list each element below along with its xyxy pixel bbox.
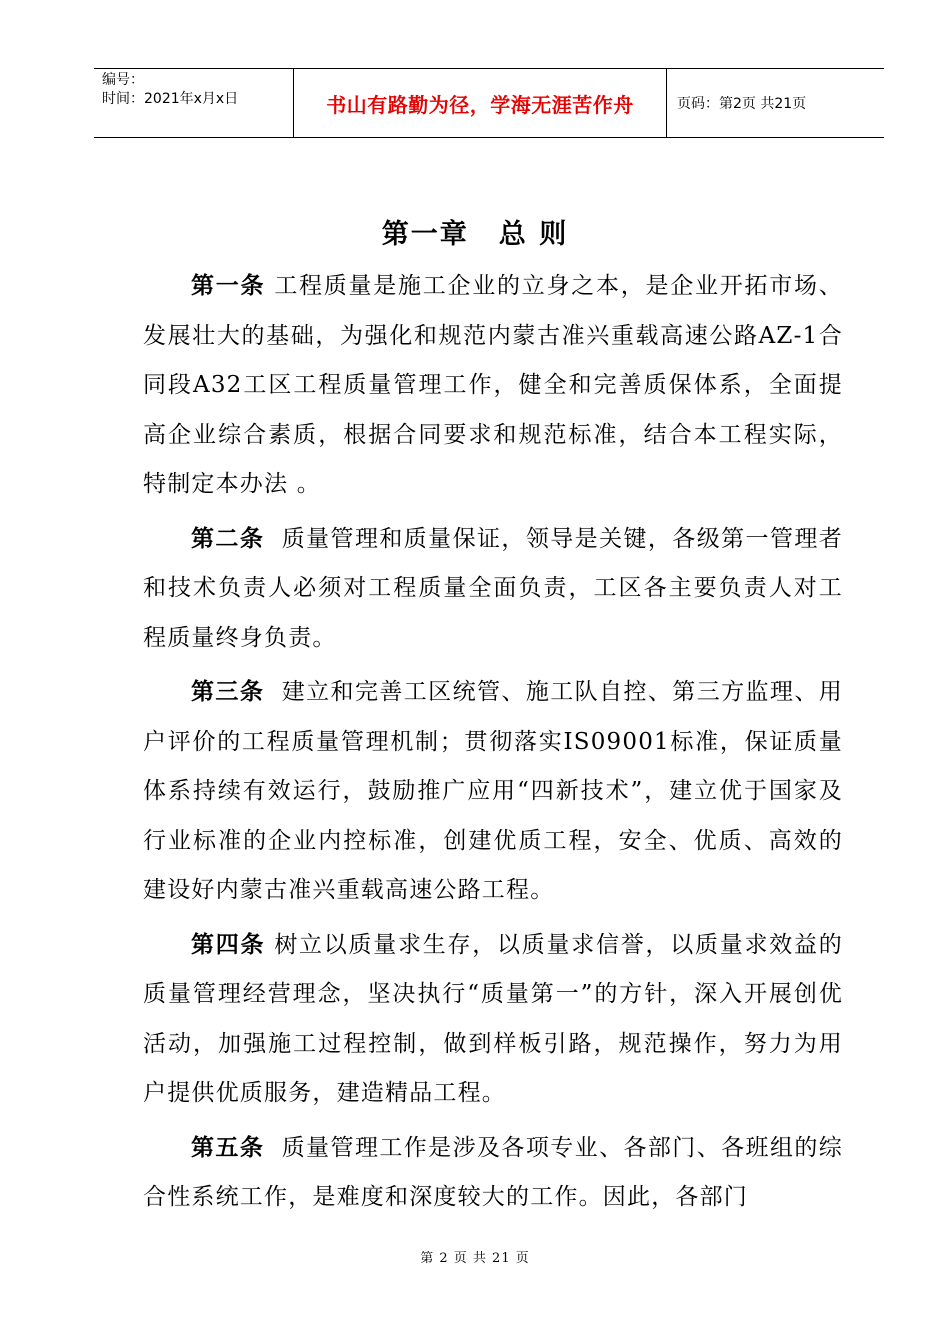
article-label: 第二条	[191, 525, 265, 552]
article-5	[143, 1124, 843, 1223]
document-body	[143, 262, 843, 1228]
time-label: 时间：2021年x月x日	[102, 91, 239, 107]
article-1	[143, 262, 843, 510]
page-header	[94, 68, 884, 138]
article-label: 第四条	[191, 931, 266, 958]
article-text: 建立和完善工区统管、施工队自控、第三方监理、用户评价的工程质量管理机制；贯彻落实IS09001标准，保证质量体系持续有效运行，鼓励推广应用“四新技术”，建立优于国家及行业标准的企业内控标准，创建优质工程，安全、优质、高效的建设好内蒙古准兴重载高速公路工程。	[143, 679, 843, 903]
header-meta	[94, 69, 294, 137]
article-2	[143, 515, 843, 664]
page-footer: 第 2 页 共 21 页	[420, 1251, 530, 1266]
article-label: 第一条	[191, 273, 266, 299]
article-4	[143, 921, 843, 1119]
chapter-title	[0, 212, 950, 251]
article-text: 质量管理和质量保证，领导是关键，各级第一管理者和技术负责人必须对工程质量全面负责，工区各主要负责人对工程质量终身负责。	[143, 525, 843, 651]
chapter-name: 总 则	[498, 219, 569, 250]
header-page-info: 页码：第2页 共21页	[677, 96, 807, 112]
article-text: 工程质量是施工企业的立身之本，是企业开拓市场、发展壮大的基础，为强化和规范内蒙古准兴重载高速公路AZ-1合同段A32工区工程质量管理工作，健全和完善质保体系，全面提高企业综合素质，根据合同要求和规范标准，结合本工程实际，特制定本办法 。	[143, 273, 843, 497]
article-label: 第三条	[191, 679, 265, 705]
header-motto: 书山有路勤为径，学海无涯苦作舟	[294, 69, 667, 137]
chapter-number: 第一章	[381, 219, 469, 250]
article-3	[143, 668, 843, 916]
article-label: 第五条	[191, 1134, 265, 1161]
number-label: 编号：	[102, 72, 144, 88]
article-text: 质量管理工作是涉及各项专业、各部门、各班组的综合性系统工作，是难度和深度较大的工作。因此，各部门	[143, 1134, 843, 1210]
article-text: 树立以质量求生存，以质量求信誉，以质量求效益的质量管理经营理念，坚决执行“质量第一”的方针，深入开展创优活动，加强施工过程控制，做到样板引路，规范操作，努力为用户提供优质服务，建造精品工程。	[143, 931, 843, 1106]
